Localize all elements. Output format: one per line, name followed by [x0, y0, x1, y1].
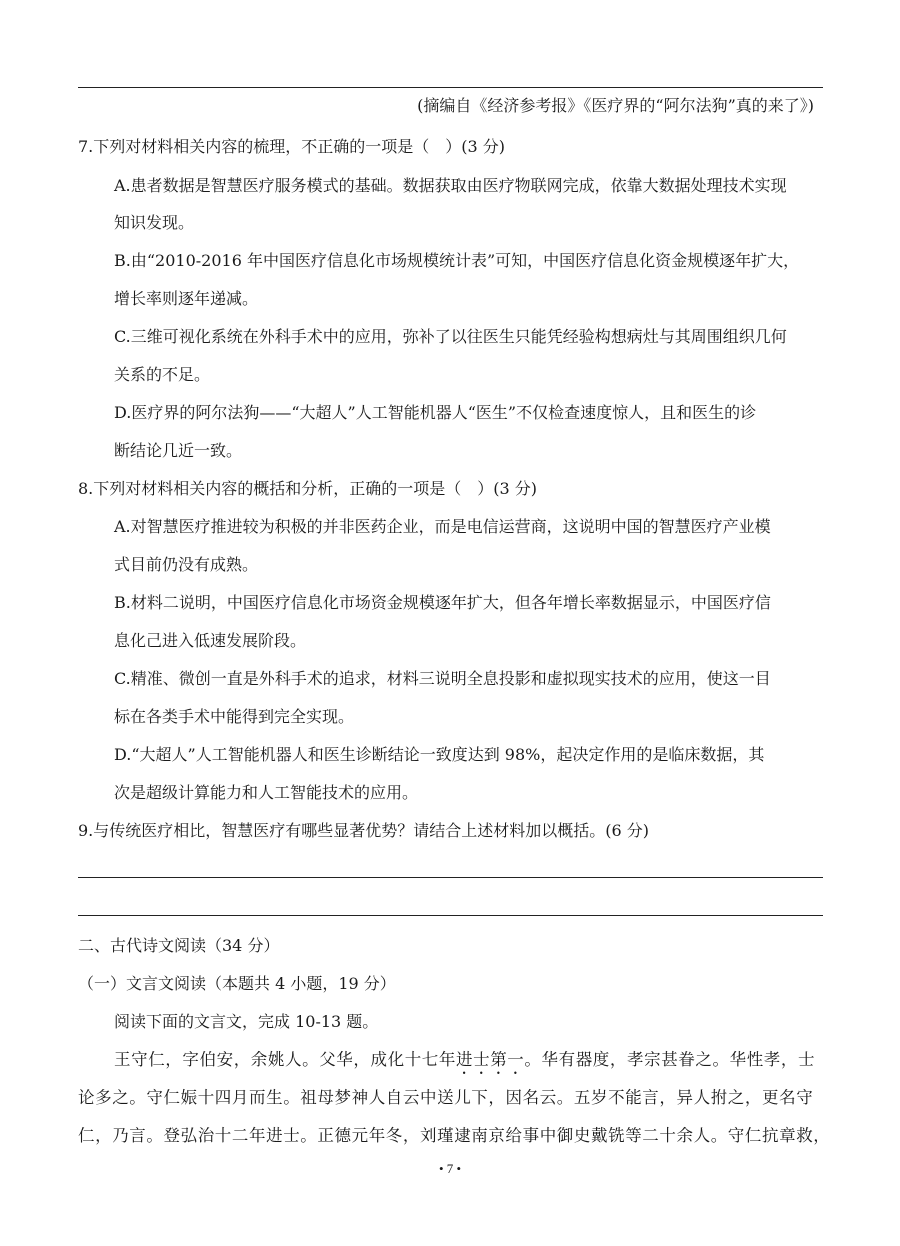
question-8-option-c-line-1: C.精准、微创一直是外科手术的追求，材料三说明全息投影和虚拟现实技术的应用，使这一目: [114, 669, 771, 688]
question-7-option-d-line-2: 断结论几近一致。: [114, 441, 243, 460]
page-number: • 7 •: [438, 1161, 462, 1176]
question-7-option-b-line-2: 增长率则逐年递减。: [114, 289, 259, 308]
question-8-option-b-line-2: 息化己进入低速发展阶段。: [114, 631, 307, 650]
question-7-option-b-line-1: B.由“2010-2016 年中国医疗信息化市场规模统计表”可知，中国医疗信息化资金规模逐年扩大，: [114, 251, 800, 270]
question-7-option-c-line-1: C.三维可视化系统在外科手术中的应用，弥补了以往医生只能凭经验构想病灶与其周围组织几何: [114, 327, 787, 346]
question-9-stem: 9.与传统医疗相比，智慧医疗有哪些显著优势？请结合上述材料加以概括。(6 分): [78, 821, 650, 840]
question-7-stem: 7.下列对材料相关内容的梳理，不正确的一项是（ ）(3 分): [78, 137, 506, 156]
question-7-option-c-line-2: 关系的不足。: [114, 365, 211, 384]
answer-line-1: [78, 877, 823, 878]
question-7-option-a-line-2: 知识发现。: [114, 213, 195, 232]
classical-passage-line-2: 论多之。守仁娠十四月而生。祖母梦神人自云中送儿下，因名云。五岁不能言，异人拊之，更名守: [78, 1088, 814, 1107]
top-rule: [78, 87, 823, 88]
reading-instruction: 阅读下面的文言文，完成 10-13 题。: [114, 1012, 379, 1031]
answer-line-2: [78, 915, 823, 916]
question-7-option-d-line-1: D.医疗界的阿尔法狗——“大超人”人工智能机器人“医生”不仅检查速度惊人，且和医生的诊: [114, 403, 757, 422]
passage-text: 王守仁，字伯安，余姚人。父华，成化十七年: [114, 1050, 456, 1069]
source-note: (摘编自《经济参考报》《医疗界的“阿尔法狗”真的来了》): [417, 96, 814, 115]
classical-passage-line-1: [114, 1049, 815, 1078]
question-8-option-c-line-2: 标在各类手术中能得到完全实现。: [114, 707, 355, 726]
passage-text: 。华有器度，孝宗甚眷之。华性孝，士: [524, 1050, 816, 1069]
question-8-option-a-line-1: A.对智慧医疗推进较为积极的并非医药企业，而是电信运营商，这说明中国的智慧医疗产业模: [114, 517, 771, 536]
question-8-option-a-line-2: 式目前仍没有成熟。: [114, 555, 259, 574]
section-2-heading: 二、古代诗文阅读（34 分）: [78, 936, 280, 955]
question-8-stem: 8.下列对材料相关内容的概括和分析，正确的一项是（ ）(3 分): [78, 479, 538, 498]
dotted-phrase: 进士第一: [456, 1050, 525, 1069]
question-8-option-d-line-1: D.“大超人”人工智能机器人和医生诊断结论一致度达到 98%，起决定作用的是临床数据，其: [114, 745, 765, 764]
classical-passage-line-3: 仁，乃言。登弘治十二年进士。正德元年冬，刘瑾逮南京给事中御史戴铣等二十余人。守仁抗章救，: [78, 1126, 831, 1145]
question-8-option-d-line-2: 次是超级计算能力和人工智能技术的应用。: [114, 783, 419, 802]
question-7-option-a-line-1: A.患者数据是智慧医疗服务模式的基础。数据获取由医疗物联网完成，依靠大数据处理技术实现: [114, 176, 787, 195]
question-8-option-b-line-1: B.材料二说明，中国医疗信息化市场资金规模逐年扩大，但各年增长率数据显示，中国医疗信: [114, 593, 771, 612]
section-2-subheading: （一）文言文阅读（本题共 4 小题，19 分）: [78, 974, 396, 993]
